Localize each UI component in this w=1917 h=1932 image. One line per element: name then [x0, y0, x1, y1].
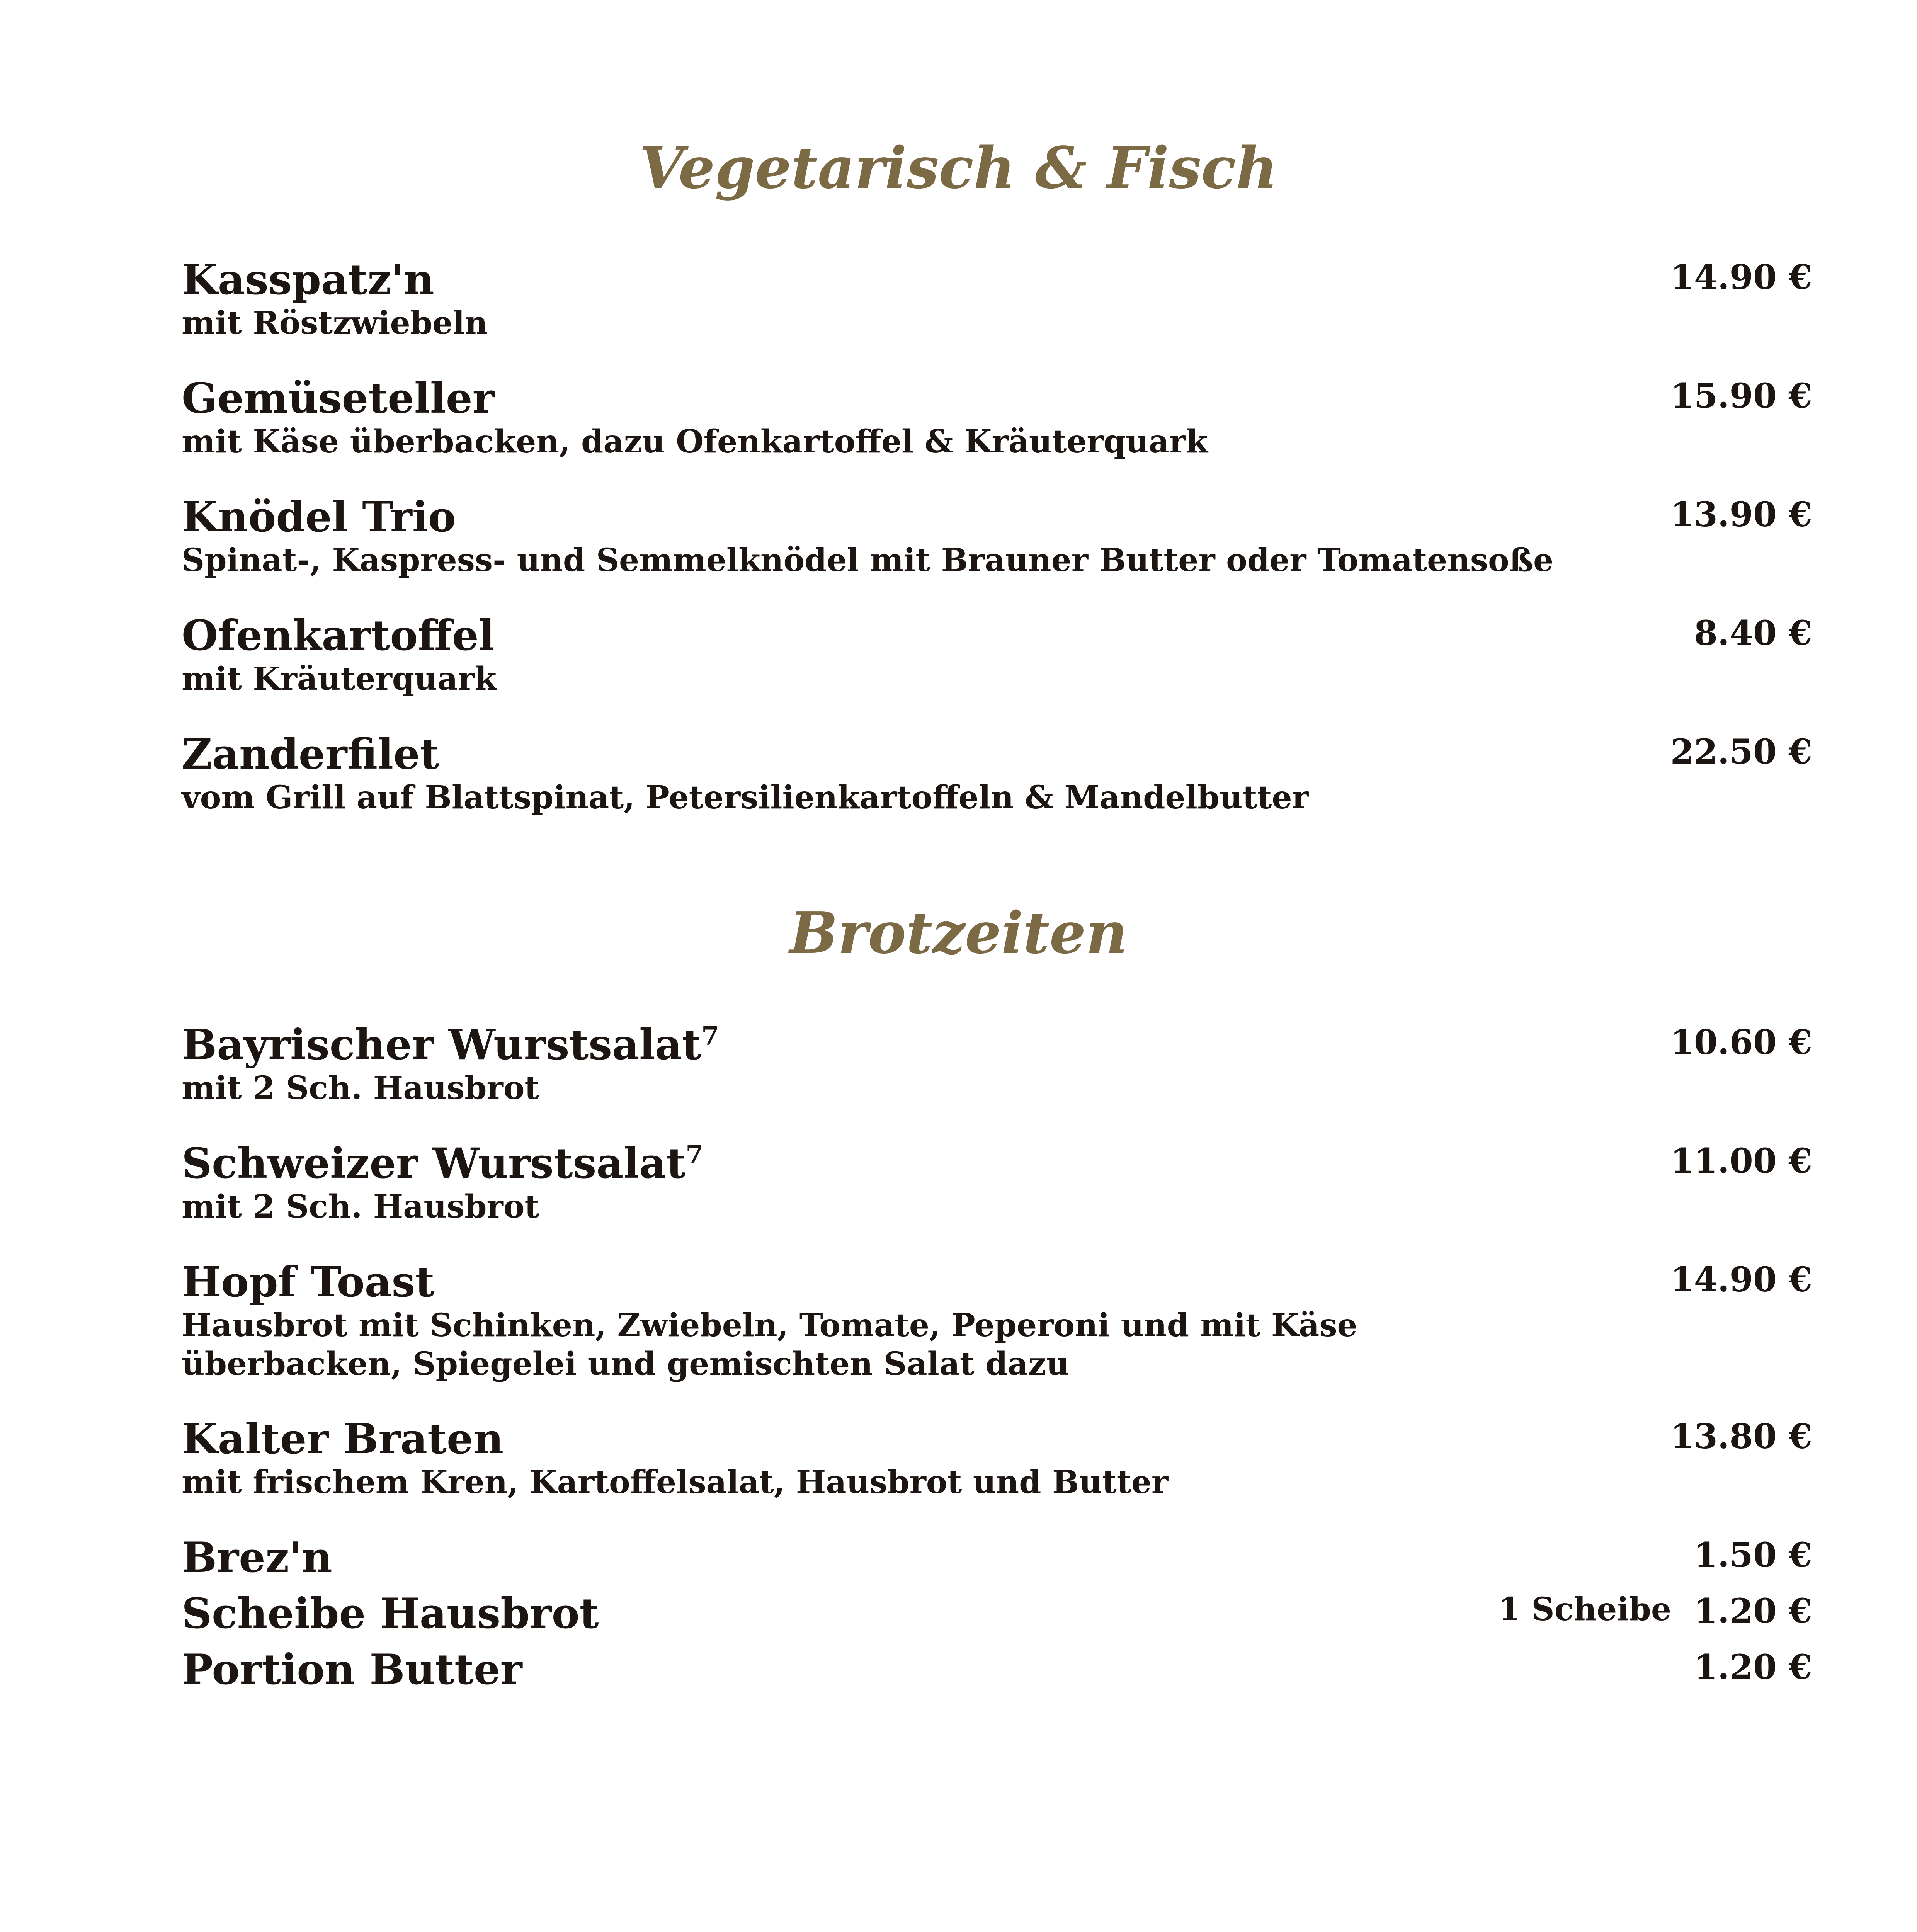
- item-price: 13.90 €: [1670, 494, 1812, 534]
- item-name: Brez'n: [182, 1533, 332, 1582]
- item-description: mit 2 Sch. Hausbrot: [182, 1188, 539, 1225]
- section-title-vegetarisch-fisch: Vegetarisch & Fisch: [639, 134, 1278, 201]
- item-price: 14.90 €: [1670, 257, 1812, 297]
- item-description: vom Grill auf Blattspinat, Petersilienkartoffeln & Mandelbutter: [182, 779, 1309, 816]
- item-price: 1.20 €: [1694, 1591, 1812, 1631]
- section-title-brotzeiten: Brotzeiten: [789, 899, 1128, 966]
- menu-item-scheibe-hausbrot: [182, 1591, 1812, 1637]
- item-name: Zanderfilet: [182, 730, 439, 779]
- item-price: 15.90 €: [1670, 376, 1812, 416]
- menu-item-kalter-braten: [182, 1416, 1812, 1502]
- menu-item-kasspatzn: [182, 257, 1812, 342]
- menu-item-knoedel-trio: [182, 494, 1812, 580]
- item-name: [182, 1141, 1812, 1187]
- item-description-line: Hausbrot mit Schinken, Zwiebeln, Tomate, Peperoni und mit Käse: [182, 1306, 1357, 1344]
- item-description-line: überbacken, Spiegelei und gemischten Salat dazu: [182, 1345, 1070, 1383]
- item-description: mit frischem Kren, Kartoffelsalat, Hausbrot und Butter: [182, 1463, 1169, 1501]
- menu-item-schweizer-wurstsalat: [182, 1141, 1812, 1226]
- menu-item-bayrischer-wurstsalat: [182, 1022, 1812, 1107]
- item-description: mit Kräuterquark: [182, 660, 497, 697]
- item-name: Kasspatz'n: [182, 255, 434, 304]
- item-name-text: Bayrischer Wurstsalat: [182, 1020, 701, 1069]
- item-price: 13.80 €: [1670, 1416, 1812, 1456]
- item-price: 10.60 €: [1670, 1022, 1812, 1062]
- item-name: Ofenkartoffel: [182, 611, 495, 660]
- item-name: [182, 1022, 1812, 1068]
- item-unit: 1 Scheibe: [1498, 1591, 1671, 1628]
- item-name: Portion Butter: [182, 1645, 522, 1694]
- menu-item-brezn: [182, 1535, 1812, 1581]
- item-price: 1.20 €: [1694, 1647, 1812, 1687]
- additive-superscript: 7: [685, 1139, 704, 1170]
- menu-item-gemueseteller: [182, 376, 1812, 461]
- item-description: [182, 1306, 1812, 1383]
- item-name: Knödel Trio: [182, 493, 456, 541]
- item-description: mit 2 Sch. Hausbrot: [182, 1069, 539, 1107]
- item-description: mit Käse überbacken, dazu Ofenkartoffel & Kräuterquark: [182, 423, 1208, 460]
- item-price: 22.50 €: [1670, 731, 1812, 772]
- item-description: Spinat-, Kaspress- und Semmelknödel mit Brauner Butter oder Tomatensoße: [182, 541, 1554, 579]
- item-price: 14.90 €: [1670, 1259, 1812, 1299]
- item-name: Scheibe Hausbrot: [182, 1589, 599, 1638]
- item-description: mit Röstzwiebeln: [182, 304, 488, 342]
- item-name-text: Schweizer Wurstsalat: [182, 1139, 686, 1188]
- item-price: 1.50 €: [1694, 1535, 1812, 1575]
- menu-item-ofenkartoffel: [182, 613, 1812, 698]
- menu-item-zanderfilet: [182, 731, 1812, 817]
- item-price: 8.40 €: [1694, 613, 1812, 653]
- menu-item-portion-butter: [182, 1647, 1812, 1693]
- item-name: Kalter Braten: [182, 1415, 504, 1463]
- menu-item-hopf-toast: [182, 1259, 1812, 1383]
- item-name: Hopf Toast: [182, 1258, 435, 1306]
- item-name: Gemüseteller: [182, 374, 495, 423]
- additive-superscript: 7: [701, 1021, 719, 1051]
- item-price: 11.00 €: [1670, 1141, 1812, 1181]
